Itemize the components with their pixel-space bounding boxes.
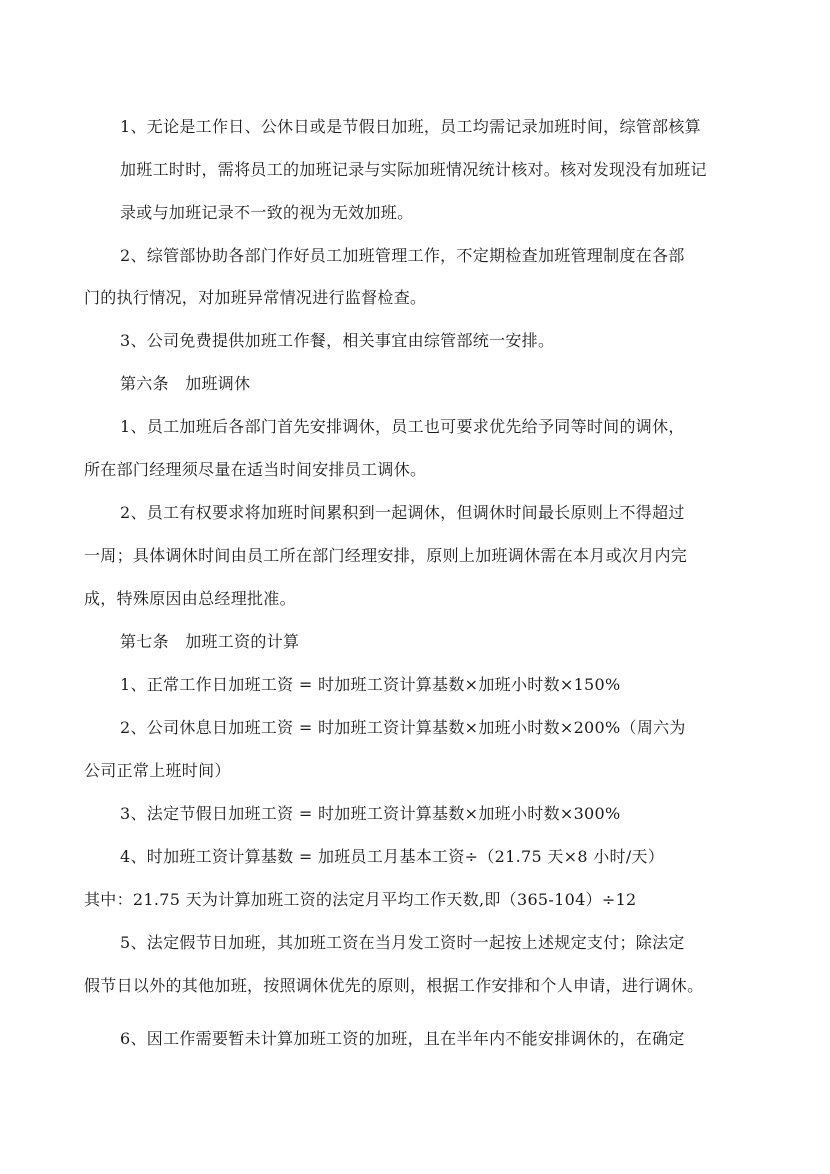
paragraph-line: 公司正常上班时间） [84, 761, 231, 780]
paragraph-line: 成，特殊原因由总经理批准。 [84, 589, 296, 608]
paragraph-line: 所在部门经理须尽量在适当时间安排员工调休。 [84, 460, 427, 479]
paragraph-line: 4、时加班工资计算基数 = 加班员工月基本工资÷（21.75 天×8 小时/天） [120, 847, 665, 866]
paragraph-line: 3、法定节假日加班工资 = 时加班工资计算基数×加班小时数×300% [120, 804, 621, 823]
paragraph-line: 1、无论是工作日、公休日或是节假日加班，员工均需记录加班时间，综管部核算 [120, 117, 701, 136]
paragraph-line: 1、正常工作日加班工资 = 时加班工资计算基数×加班小时数×150% [120, 675, 621, 694]
section-heading: 第六条 加班调休 [120, 374, 251, 393]
paragraph-line: 加班工时时，需将员工的加班记录与实际加班情况统计核对。核对发现没有加班记 [120, 160, 707, 179]
paragraph-line: 2、综管部协助各部门作好员工加班管理工作，不定期检查加班管理制度在各部 [120, 246, 685, 265]
paragraph-line: 门的执行情况，对加班异常情况进行监督检查。 [84, 288, 427, 307]
paragraph-line: 2、公司休息日加班工资 = 时加班工资计算基数×加班小时数×200%（周六为 [120, 718, 686, 737]
paragraph-line: 2、员工有权要求将加班时间累积到一起调休，但调休时间最长原则上不得超过 [120, 503, 685, 522]
section-heading: 第七条 加班工资的计算 [120, 632, 300, 651]
paragraph-line: 其中：21.75 天为计算加班工资的法定月平均工作天数,即（365-104）÷12 [84, 890, 637, 909]
paragraph-line: 5、法定假节日加班，其加班工资在当月发工资时一起按上述规定支付；除法定 [120, 933, 685, 952]
paragraph-line: 录或与加班记录不一致的视为无效加班。 [120, 203, 414, 222]
paragraph-line: 6、因工作需要暂未计算加班工资的加班，且在半年内不能安排调休的，在确定 [120, 1029, 685, 1048]
paragraph-line: 一周；具体调休时间由员工所在部门经理安排，原则上加班调休需在本月或次月内完 [84, 546, 688, 565]
paragraph-line: 1、员工加班后各部门首先安排调休，员工也可要求优先给予同等时间的调休， [120, 417, 685, 436]
paragraph-line: 假节日以外的其他加班，按照调休优先的原则，根据工作安排和个人申请，进行调休。 [84, 976, 704, 995]
paragraph-line: 3、公司免费提供加班工作餐，相关事宜由综管部统一安排。 [120, 331, 555, 350]
